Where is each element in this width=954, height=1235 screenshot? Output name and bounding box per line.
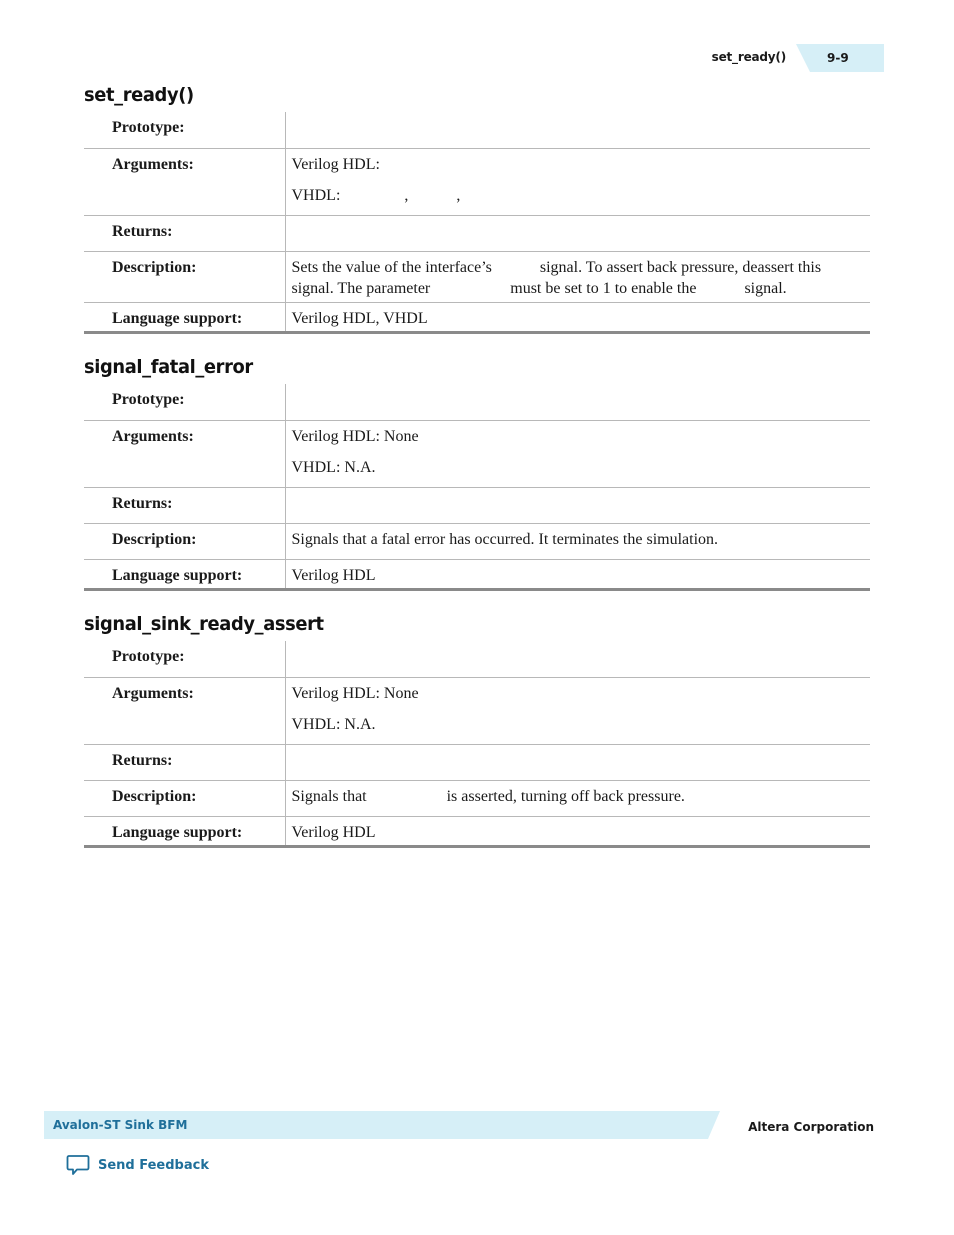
- section-heading: signal_sink_ready_assert: [84, 613, 324, 635]
- footer-company-name: Altera Corporation: [748, 1120, 874, 1134]
- row-label: Arguments:: [84, 148, 285, 215]
- row-label: Language support:: [84, 302, 285, 332]
- table-row-prototype: [84, 641, 870, 677]
- table-row-returns: [84, 215, 870, 251]
- page-number: 9-9: [827, 51, 849, 65]
- footer-document-title: Avalon-ST Sink BFM: [53, 1118, 188, 1132]
- row-value: Signals that a fatal error has occurred. It terminates the simulation.: [285, 523, 870, 559]
- row-value: Sets the value of the interface’s signal. To assert back pressure, deassert this signal. The parameter must be set to 1 to enable the signal.: [285, 251, 870, 302]
- table-row-description: [84, 523, 870, 559]
- table-row-language-support: [84, 559, 870, 589]
- row-label: Arguments:: [84, 420, 285, 487]
- table-row-arguments: [84, 148, 870, 215]
- table-row-language-support: [84, 302, 870, 332]
- row-label: Prototype:: [84, 384, 285, 420]
- table-row-description: [84, 780, 870, 816]
- row-value: [285, 215, 870, 251]
- section-signal-fatal-error: [84, 354, 870, 591]
- table-row-language-support: [84, 816, 870, 846]
- row-value: [285, 112, 870, 148]
- row-value: Verilog HDL: [285, 559, 870, 589]
- running-header-title: set_ready(): [711, 50, 786, 64]
- row-label: Prototype:: [84, 112, 285, 148]
- row-label: Description:: [84, 523, 285, 559]
- row-value: Verilog HDL: [285, 816, 870, 846]
- row-label: Language support:: [84, 559, 285, 589]
- row-label: Returns:: [84, 215, 285, 251]
- row-value: Signals that is asserted, turning off back pressure.: [285, 780, 870, 816]
- section-heading: signal_fatal_error: [84, 356, 253, 378]
- section-set-ready: [84, 82, 870, 334]
- table-row-arguments: [84, 677, 870, 744]
- argument-line: Verilog HDL: None: [291, 684, 419, 702]
- argument-line: Verilog HDL:: [291, 155, 380, 173]
- table-row-prototype: [84, 112, 870, 148]
- row-label: Description:: [84, 251, 285, 302]
- table-row-prototype: [84, 384, 870, 420]
- section-heading: set_ready(): [84, 84, 194, 106]
- table-row-returns: [84, 487, 870, 523]
- row-label: Arguments:: [84, 677, 285, 744]
- row-label: Language support:: [84, 816, 285, 846]
- table-row-arguments: [84, 420, 870, 487]
- table-row-description: [84, 251, 870, 302]
- argument-line: VHDL: N.A.: [291, 715, 376, 733]
- row-value: [285, 641, 870, 677]
- speech-bubble-icon: [66, 1153, 90, 1177]
- row-value: [285, 384, 870, 420]
- row-label: Description:: [84, 780, 285, 816]
- row-label: Prototype:: [84, 641, 285, 677]
- row-value: [285, 420, 870, 487]
- send-feedback-label: Send Feedback: [98, 1157, 209, 1173]
- row-label: Returns:: [84, 744, 285, 780]
- row-value: [285, 148, 870, 215]
- argument-line: VHDL: N.A.: [291, 458, 376, 476]
- function-reference-table: [84, 641, 870, 848]
- row-value: [285, 744, 870, 780]
- argument-line: VHDL: , ,: [291, 186, 461, 204]
- function-reference-table: [84, 112, 870, 334]
- table-row-returns: [84, 744, 870, 780]
- argument-line: Verilog HDL: None: [291, 427, 419, 445]
- row-value: [285, 487, 870, 523]
- function-reference-table: [84, 384, 870, 591]
- section-signal-sink-ready-assert: [84, 611, 870, 848]
- row-label: Returns:: [84, 487, 285, 523]
- send-feedback-link[interactable]: [66, 1153, 209, 1177]
- row-value: Verilog HDL, VHDL: [285, 302, 870, 332]
- row-value: [285, 677, 870, 744]
